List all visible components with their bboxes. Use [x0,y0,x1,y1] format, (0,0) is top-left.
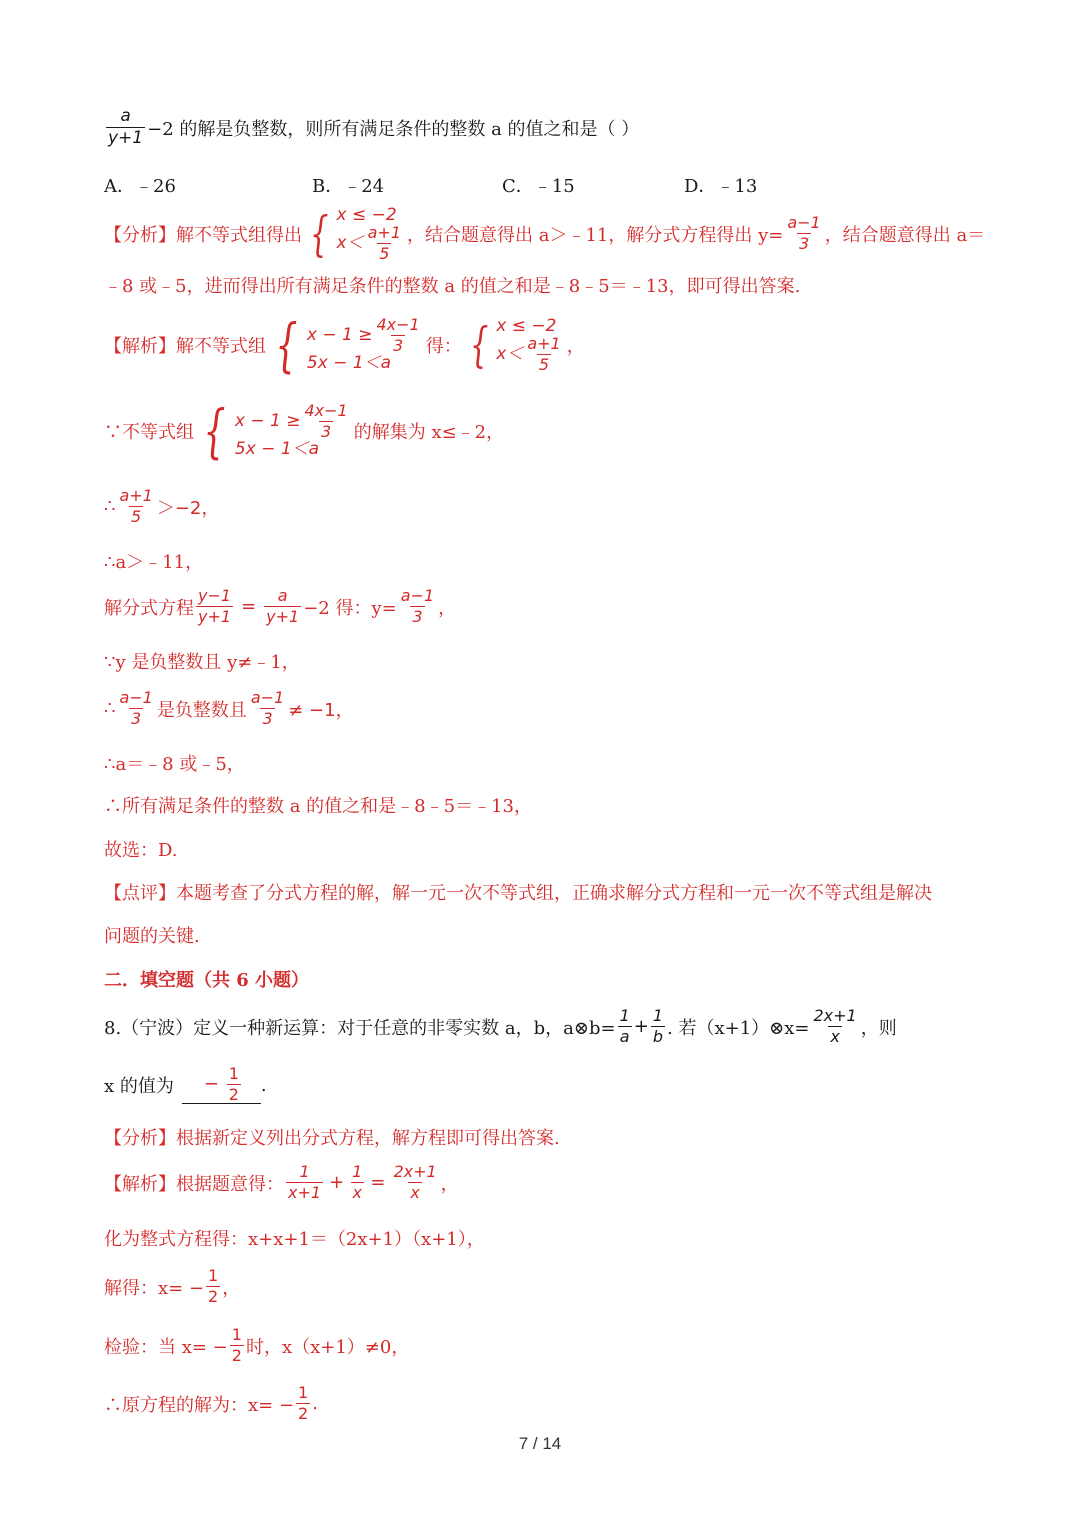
inequality-system: { x − 1 ≥ $\frac{4x-1}{3}$ 5x − 1＜a [203,397,348,465]
choice-a: A．﹣26 [104,176,176,197]
solution-label: 【解析】 [104,336,176,357]
q7-solution-line7: ∴ $\frac{a-1}{3}$ 是负整数且 $\frac{a-1}{3}$ ≠ −1， [104,688,354,728]
page-number: 7 / 14 [518,1434,562,1453]
brace-icon: { [203,397,226,465]
q7-solution-line10: 故选：D. [104,840,178,861]
q8-solution-line2: 化为整式方程得：x+x+1＝（2x+1）（x+1）， [104,1229,485,1250]
brace-icon: { [275,311,298,379]
q7-analysis-line2: ﹣8 或﹣5，进而得出所有满足条件的整数 a 的值之和是﹣8﹣5＝﹣13，即可得出答案. [104,276,801,297]
q7-solution-line6: ∵y 是负整数且 y≠﹣1， [104,652,300,673]
q7-stem: $\frac{a}{y+1}$ −2 的解是负整数，则所有满足条件的整数 a 的值之和是（ ） [108,106,640,148]
solution-label: 【解析】 [104,1173,176,1195]
q7-solution-line3: ∴ $\frac{a+1}{5}$ ＞−2， [104,486,220,526]
q8-solution-line4: 检验：当 x= − $\frac{1}{2}$ 时，x（x+1）≠0， [104,1325,410,1365]
q8-stem-line2: x 的值为 − $\frac{1}{2}$ . [104,1064,267,1104]
inequality-system: { x ≤ −2 x＜ $\frac{a+1}{5}$ [310,205,401,263]
q8-solution-line3: 解得：x= − $\frac{1}{2}$ ， [104,1266,241,1306]
analysis-label: 【分析】 [104,1128,176,1149]
q7-analysis-line1: 【分析】 解不等式组得出 { x ≤ −2 x＜ $\frac{a+1}{5}$ ，结合题意得出 a＞﹣11，解分式方程得出 y= $\frac{a-1}{3}$ ，结合题意得出 a＝ [104,205,986,263]
q7-solution-line8: ∴a＝﹣8 或﹣5， [104,754,245,775]
q7-solution-line4: ∴a＞﹣11， [104,552,204,573]
q7-comment-line2: 问题的关键. [104,926,200,947]
q8-solution-line1: 【解析】 根据题意得： $\frac{1}{x+1}$ + $\frac{1}{x}$ = $\frac{2x+1}{x}$ ， [104,1162,459,1202]
q7-solution-line5: 解分式方程 $\frac{y-1}{y+1}$ = $\frac{a}{y+1}$ −2 得：y= $\frac{a-1}{3}$ ， [104,586,457,626]
analysis-label: 【分析】 [104,224,176,246]
choice-b: B．﹣24 [312,176,385,197]
brace-icon: { [469,317,489,373]
q7-solution-line9: ∴所有满足条件的整数 a 的值之和是﹣8﹣5＝﹣13， [104,796,532,817]
q7-comment-line1: 【点评】 本题考查了分式方程的解，解一元一次不等式组，正确求解分式方程和一元一次不等式组是解决 [104,879,932,905]
q8-stem-line1: 8.（宁波）定义一种新运算：对于任意的非零实数 a，b，a⊗b= $\frac{1}{a}$ + $\frac{1}{b}$ . 若（x+1）⊗x= $\frac{2x+1}{x}$ ，则 [104,1006,897,1046]
solution-system: { x ≤ −2 x＜ $\frac{a+1}{5}$ [469,316,561,374]
choice-c: C．﹣15 [502,176,575,197]
brace-icon: { [310,205,329,262]
q8-analysis: 【分析】 根据新定义列出分式方程，解方程即可得出答案. [104,1124,560,1150]
stem-fraction: $\frac{a}{y+1}$ [108,106,144,148]
choice-d: D．﹣13 [684,176,758,197]
q7-solution-line2: ∵不等式组 { x − 1 ≥ $\frac{4x-1}{3}$ 5x − 1＜a 的解集为 x≤﹣2， [104,397,505,465]
inequality-system: { x − 1 ≥ $\frac{4x-1}{3}$ 5x − 1＜a [275,311,420,379]
section-title: 二．填空题（共 6 小题） [104,970,310,991]
answer-blank: − $\frac{1}{2}$ [182,1066,261,1104]
q8-solution-line5: ∴原方程的解为：x= − $\frac{1}{2}$ . [104,1383,318,1423]
q7-solution-line1: 【解析】 解不等式组 { x − 1 ≥ $\frac{4x-1}{3}$ 5x − 1＜a 得： { x ≤ −2 x＜ $\frac{a+1}{5}$ ， [104,311,585,379]
comment-label: 【点评】 [104,883,176,904]
